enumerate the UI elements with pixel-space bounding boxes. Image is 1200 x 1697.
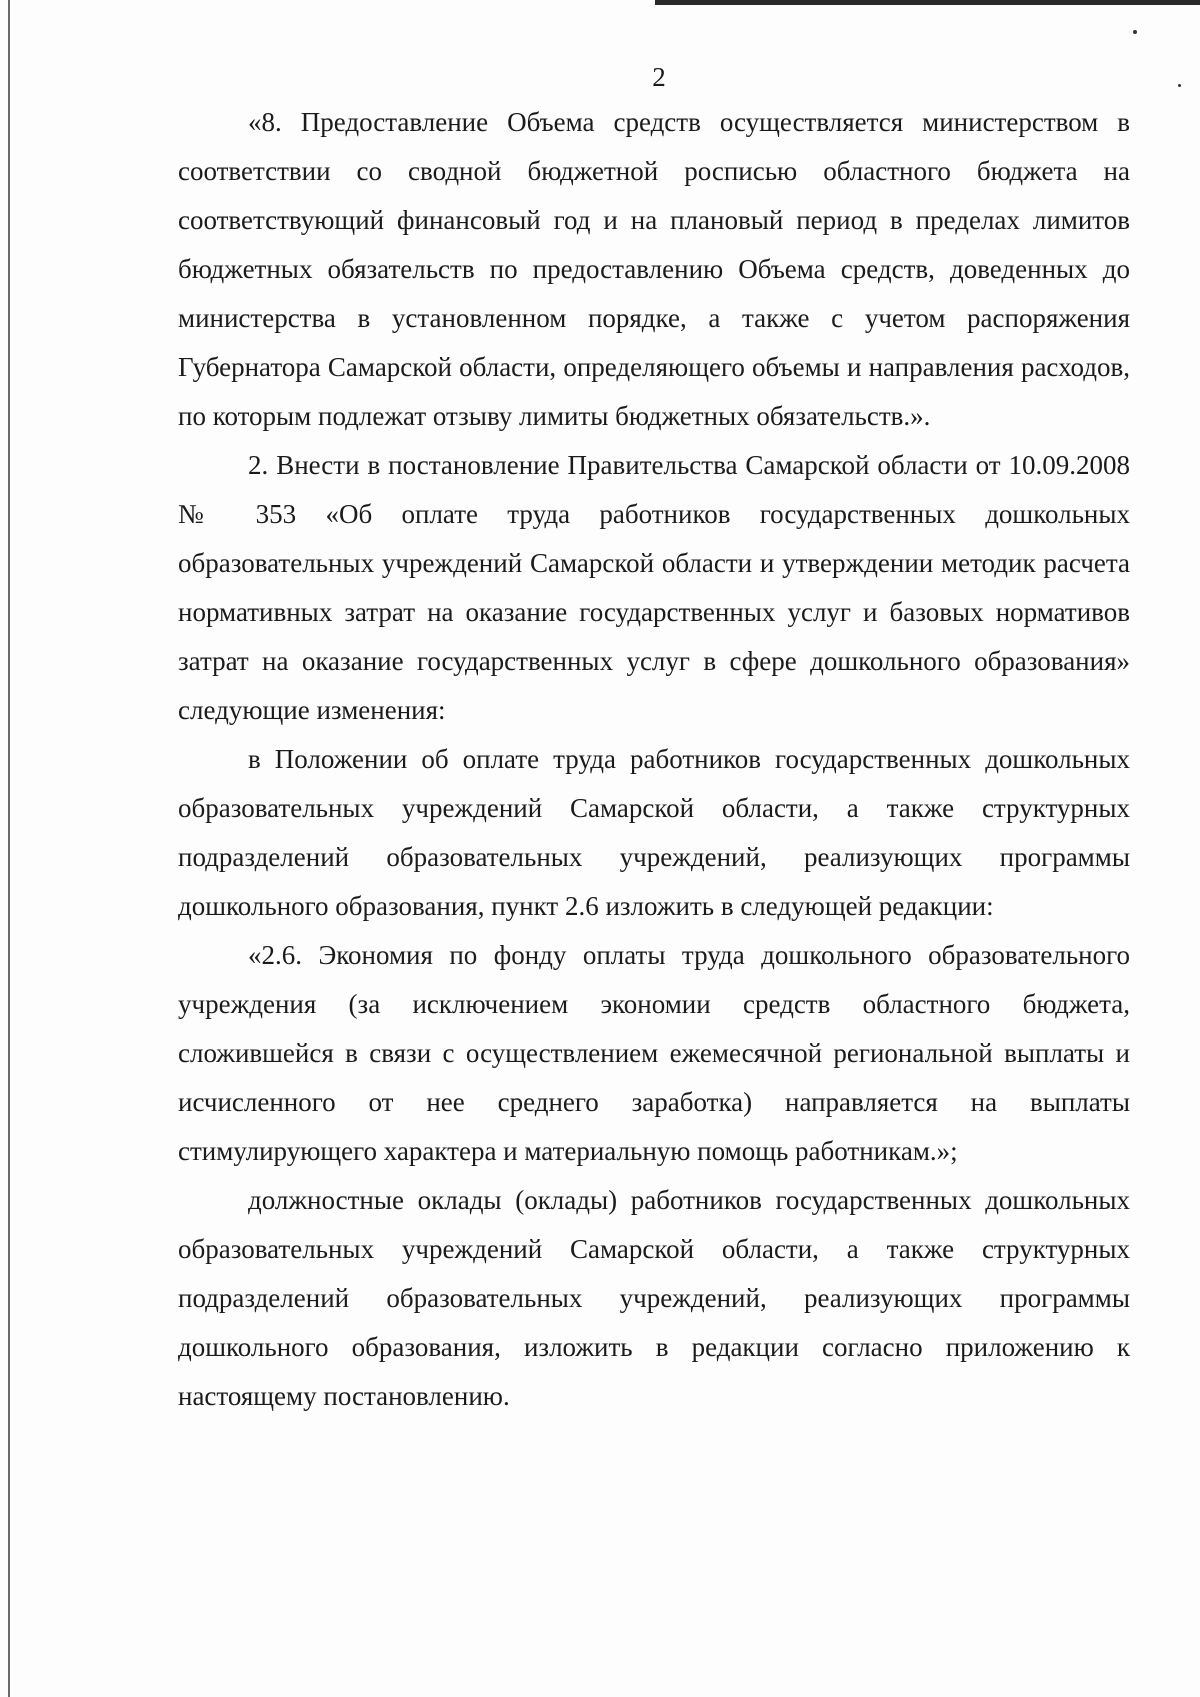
paragraph-salaries: должностные оклады (оклады) работников государственных дошкольных образовательных учреждений Самарской области, а также структурных подразделений образовательных учреждений, реализующих программы дошкольного образования, изложить в редакции согласно приложению к настоящему постановлению. (178, 1185, 1130, 1411)
paragraph-point-2-6: «2.6. Экономия по фонду оплаты труда дошкольного образовательного учреждения (за исключением экономии средств областного бюджета, сложившейся в связи с осуществлением ежемесячной региональной выплаты и исчисленного от нее среднего заработка) направляется на выплаты стимулирующего характера и материальную помощь работникам.»; (178, 940, 1130, 1166)
paragraph-budget-provision: «8. Предоставление Объема средств осуществляется министерством в соответствии со сводной бюджетной росписью областного бюджета на соответствующий финансовый год и на плановый период в пределах лимитов бюджетных обязательств по предоставлению Объема средств, доведенных до министерства в установленном порядке, а также с учетом распоряжения Губернатора Самарской области, определяющего объемы и направления расходов, по которым подлежат отзыву лимиты бюджетных обязательств.». (178, 107, 1130, 431)
scan-left-edge (8, 0, 10, 1697)
scan-top-edge (655, 0, 1200, 5)
paragraph-regulation-point: в Положении об оплате труда работников государственных дошкольных образовательных учреждений Самарской области, а также структурных подразделений образовательных учреждений, реализующих программы дошкольного образования, пункт 2.6 изложить в следующей редакции: (178, 744, 1130, 921)
page-number: 2 (652, 62, 666, 92)
paragraph-amend-resolution: 2. Внести в постановление Правительства Самарской области от 10.09.2008 № 353 «Об оплате труда работников государственных дошкольных образовательных учреждений Самарской области и утверждении методик расчета нормативных затрат на оказание государственных услуг и базовых нормативов затрат на оказание государственных услуг в сфере дошкольного образования» следующие изменения: (178, 450, 1130, 725)
scan-speck (1133, 30, 1137, 34)
document-text (178, 98, 1130, 1421)
